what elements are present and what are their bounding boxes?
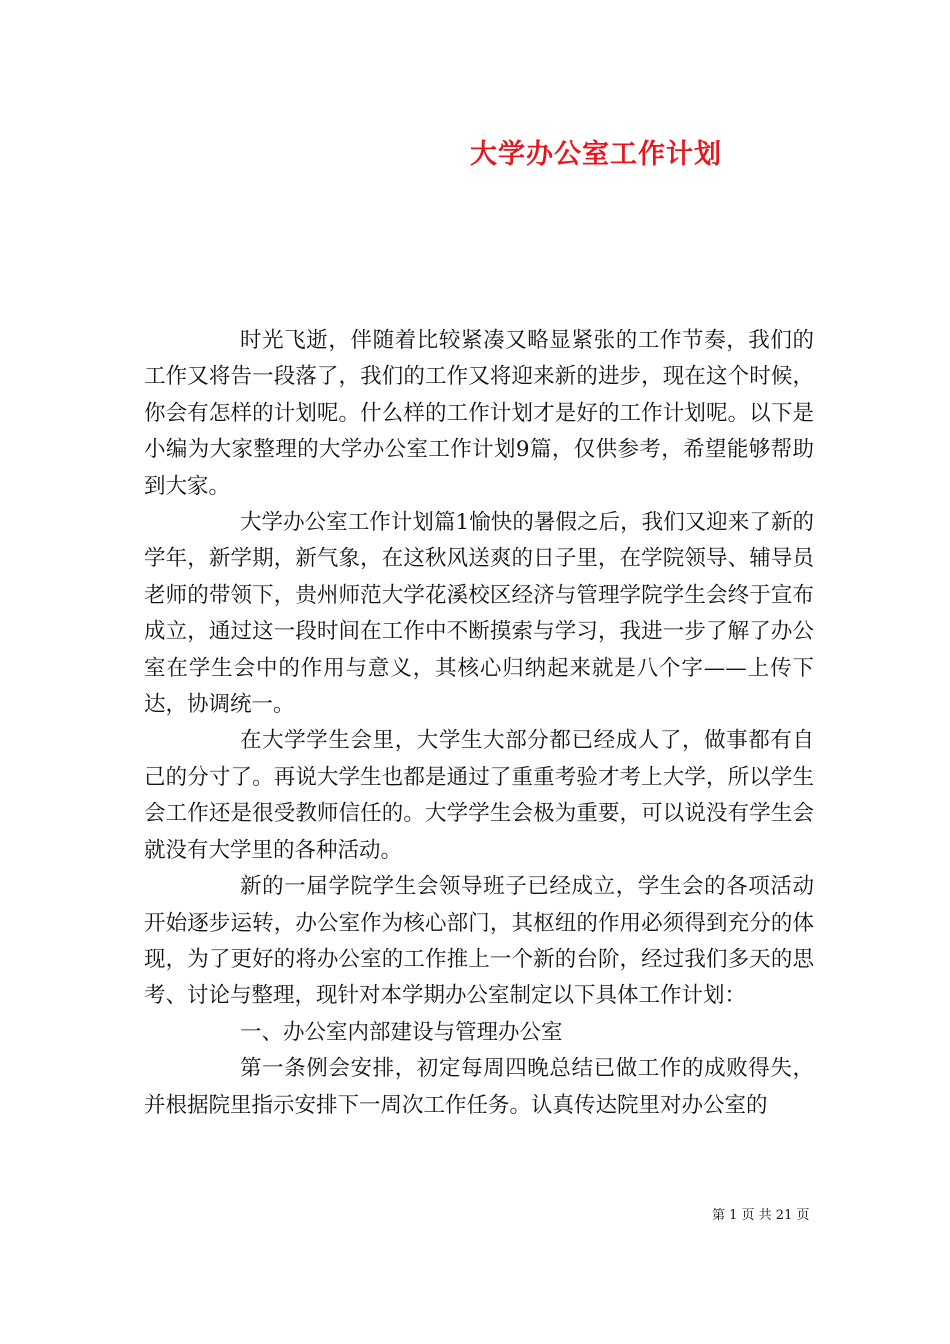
paragraph: 新的一届学院学生会领导班子已经成立，学生会的各项活动开始逐步运转，办公室作为核心部门，其枢纽的作用必须得到充分的体现，为了更好的将办公室的工作推上一个新的台阶，经过我们多天的思考、讨论与整理，现针对本学期办公室制定以下具体工作计划： [144, 874, 814, 1009]
paragraph: 在大学学生会里，大学生大部分都已经成人了，做事都有自己的分寸了。再说大学生也都是通过了重重考验才考上大学，所以学生会工作还是很受教师信任的。大学学生会极为重要，可以说没有学生会就没有大学里的各种活动。 [144, 728, 814, 863]
paragraph: 大学办公室工作计划篇1愉快的暑假之后，我们又迎来了新的学年，新学期，新气象，在这秋风送爽的日子里，在学院领导、辅导员老师的带领下，贵州师范大学花溪校区经济与管理学院学生会终于宣布成立，通过这一段时间在工作中不断摸索与学习，我进一步了解了办公室在学生会中的作用与意义，其核心归纳起来就是八个字——上传下达，协调统一。 [144, 510, 814, 718]
document-body [144, 323, 814, 1124]
page-number: 第 1 页 共 21 页 [712, 1208, 810, 1223]
document-title: 大学办公室工作计划 [470, 139, 722, 170]
paragraph: 时光飞逝，伴随着比较紧凑又略显紧张的工作节奏，我们的工作又将告一段落了，我们的工作又将迎来新的进步，现在这个时候，你会有怎样的计划呢。什么样的工作计划才是好的工作计划呢。以下是小编为大家整理的大学办公室工作计划9篇，仅供参考，希望能够帮助到大家。 [144, 328, 814, 499]
section-heading: 一、办公室内部建设与管理办公室 [240, 1019, 563, 1045]
paragraph: 第一条例会安排，初定每周四晚总结已做工作的成败得失，并根据院里指示安排下一周次工作任务。认真传达院里对办公室的 [144, 1056, 814, 1118]
